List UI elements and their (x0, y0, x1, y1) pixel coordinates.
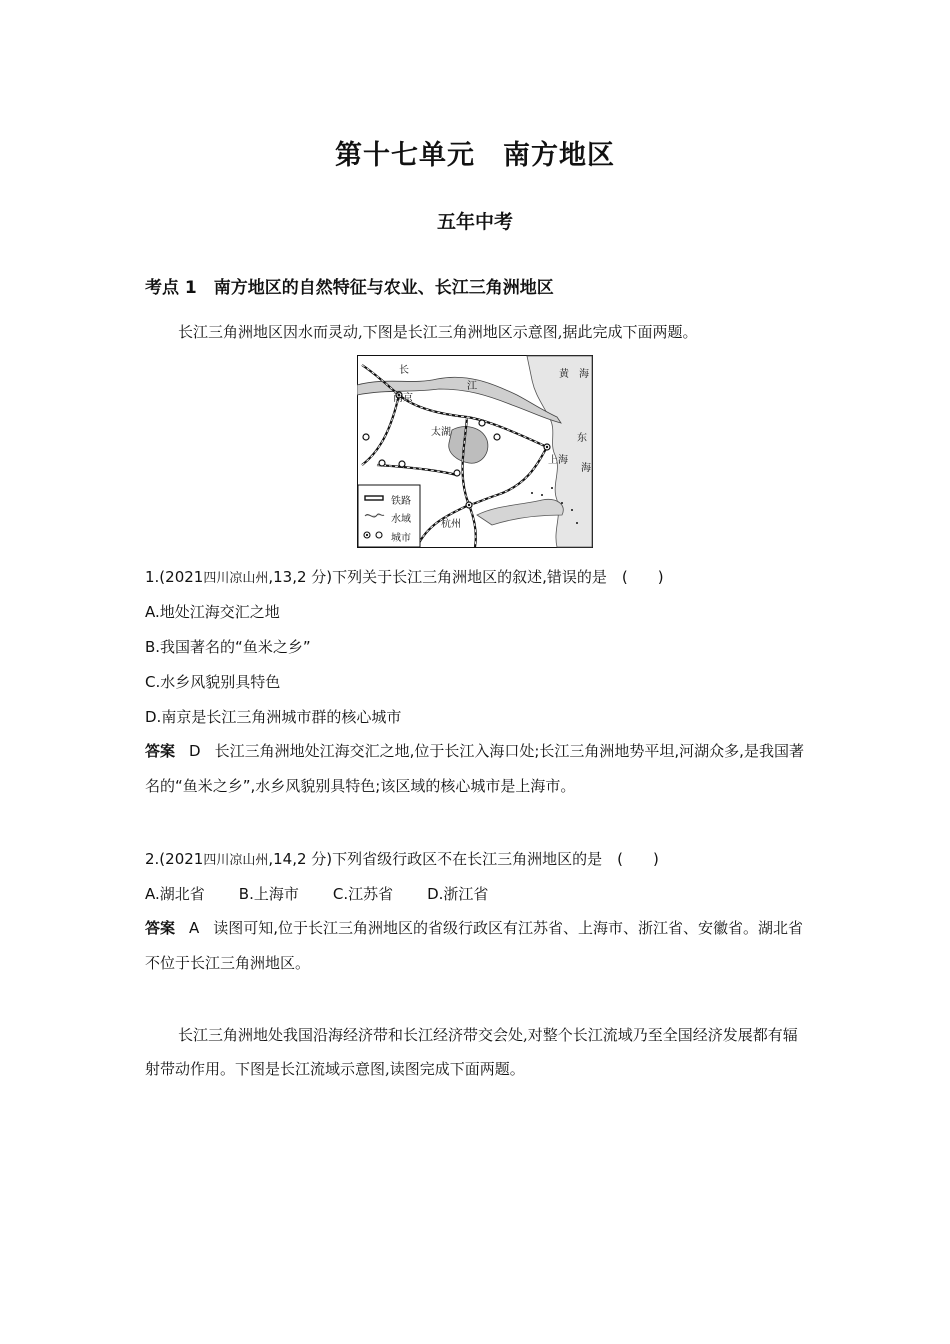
map-label-shanghai: 上海 (548, 455, 568, 466)
map-label-hangzhou: 杭州 (441, 519, 461, 530)
q2-number: 2.(2021 (145, 850, 204, 868)
q1-option-b: B.我国著名的“鱼米之乡” (145, 638, 311, 656)
q2-source: 四川凉山州 (203, 853, 269, 868)
legend-railway-label: 铁路 (391, 496, 411, 507)
q2-option-c: C.江苏省 (332, 885, 394, 903)
q2-option-a: A.湖北省 (145, 885, 205, 903)
question-2-stem (145, 848, 659, 869)
intro-paragraph-2 (145, 1018, 810, 1086)
question-1-stem (145, 566, 664, 587)
map-labels (357, 355, 593, 548)
intro-text-1: 长江三角洲地区因水而灵动,下图是长江三角洲地区示意图,据此完成下面两题。 (178, 323, 698, 341)
map-label-huanghai: 黄 海 (559, 369, 589, 380)
q1-rest: ,13,2 分)下列关于长江三角洲地区的叙述,错误的是 ( ) (268, 568, 664, 586)
map-label-taihu: 太湖 (431, 427, 451, 438)
map-label-jiang: 江 (467, 381, 477, 392)
q1-answer-text: 长江三角洲地处江海交汇之地,位于长江入海口处;长江三角洲地势平坦,河湖众多,是我国著名的“鱼米之乡”,水乡风貌别具特色;该区域的核心城市是上海市。 (145, 742, 804, 795)
section-subtitle: 五年中考 (436, 211, 513, 233)
map-label-chang: 长 (399, 365, 409, 376)
q2-answer-key: A (189, 919, 200, 937)
q2-option-b: B.上海市 (238, 885, 299, 903)
q1-number: 1.(2021 (145, 568, 204, 586)
q1-answer-key: D (189, 742, 201, 760)
q1-source: 四川凉山州 (203, 571, 269, 586)
q2-rest: ,14,2 分)下列省级行政区不在长江三角洲地区的是 ( ) (268, 850, 659, 868)
q2-answer-text: 读图可知,位于长江三角洲地区的省级行政区有江苏省、上海市、浙江省、安徽省。湖北省不位于长江三角洲地区。 (145, 919, 804, 972)
legend-city-label: 城市 (391, 533, 411, 544)
map-label-hai: 海 (581, 463, 591, 474)
unit-title: 第十七单元 南方地区 (335, 140, 615, 171)
q1-option-c: C.水乡风貌别具特色 (145, 673, 281, 691)
q1-answer (145, 734, 813, 804)
legend-water-label: 水域 (391, 514, 411, 525)
intro-paragraph-1 (145, 315, 810, 349)
map-label-dong: 东 (577, 433, 587, 444)
q2-answer (145, 911, 813, 981)
q1-option-d: D.南京是长江三角洲城市群的核心城市 (145, 708, 402, 726)
q2-options (145, 883, 488, 904)
q1-option-a: A.地处江海交汇之地 (145, 603, 280, 621)
q2-answer-tag: 答案 (145, 919, 176, 937)
q2-option-d: D.浙江省 (427, 885, 489, 903)
map-label-nanjing: 南京 (393, 393, 413, 404)
topic-heading: 考点 1 南方地区的自然特征与农业、长江三角洲地区 (145, 278, 554, 298)
intro-text-2: 长江三角洲地处我国沿海经济带和长江经济带交会处,对整个长江流域乃至全国经济发展都有辐射带动作用。下图是长江流域示意图,读图完成下面两题。 (145, 1026, 798, 1078)
q1-answer-tag: 答案 (145, 742, 176, 760)
